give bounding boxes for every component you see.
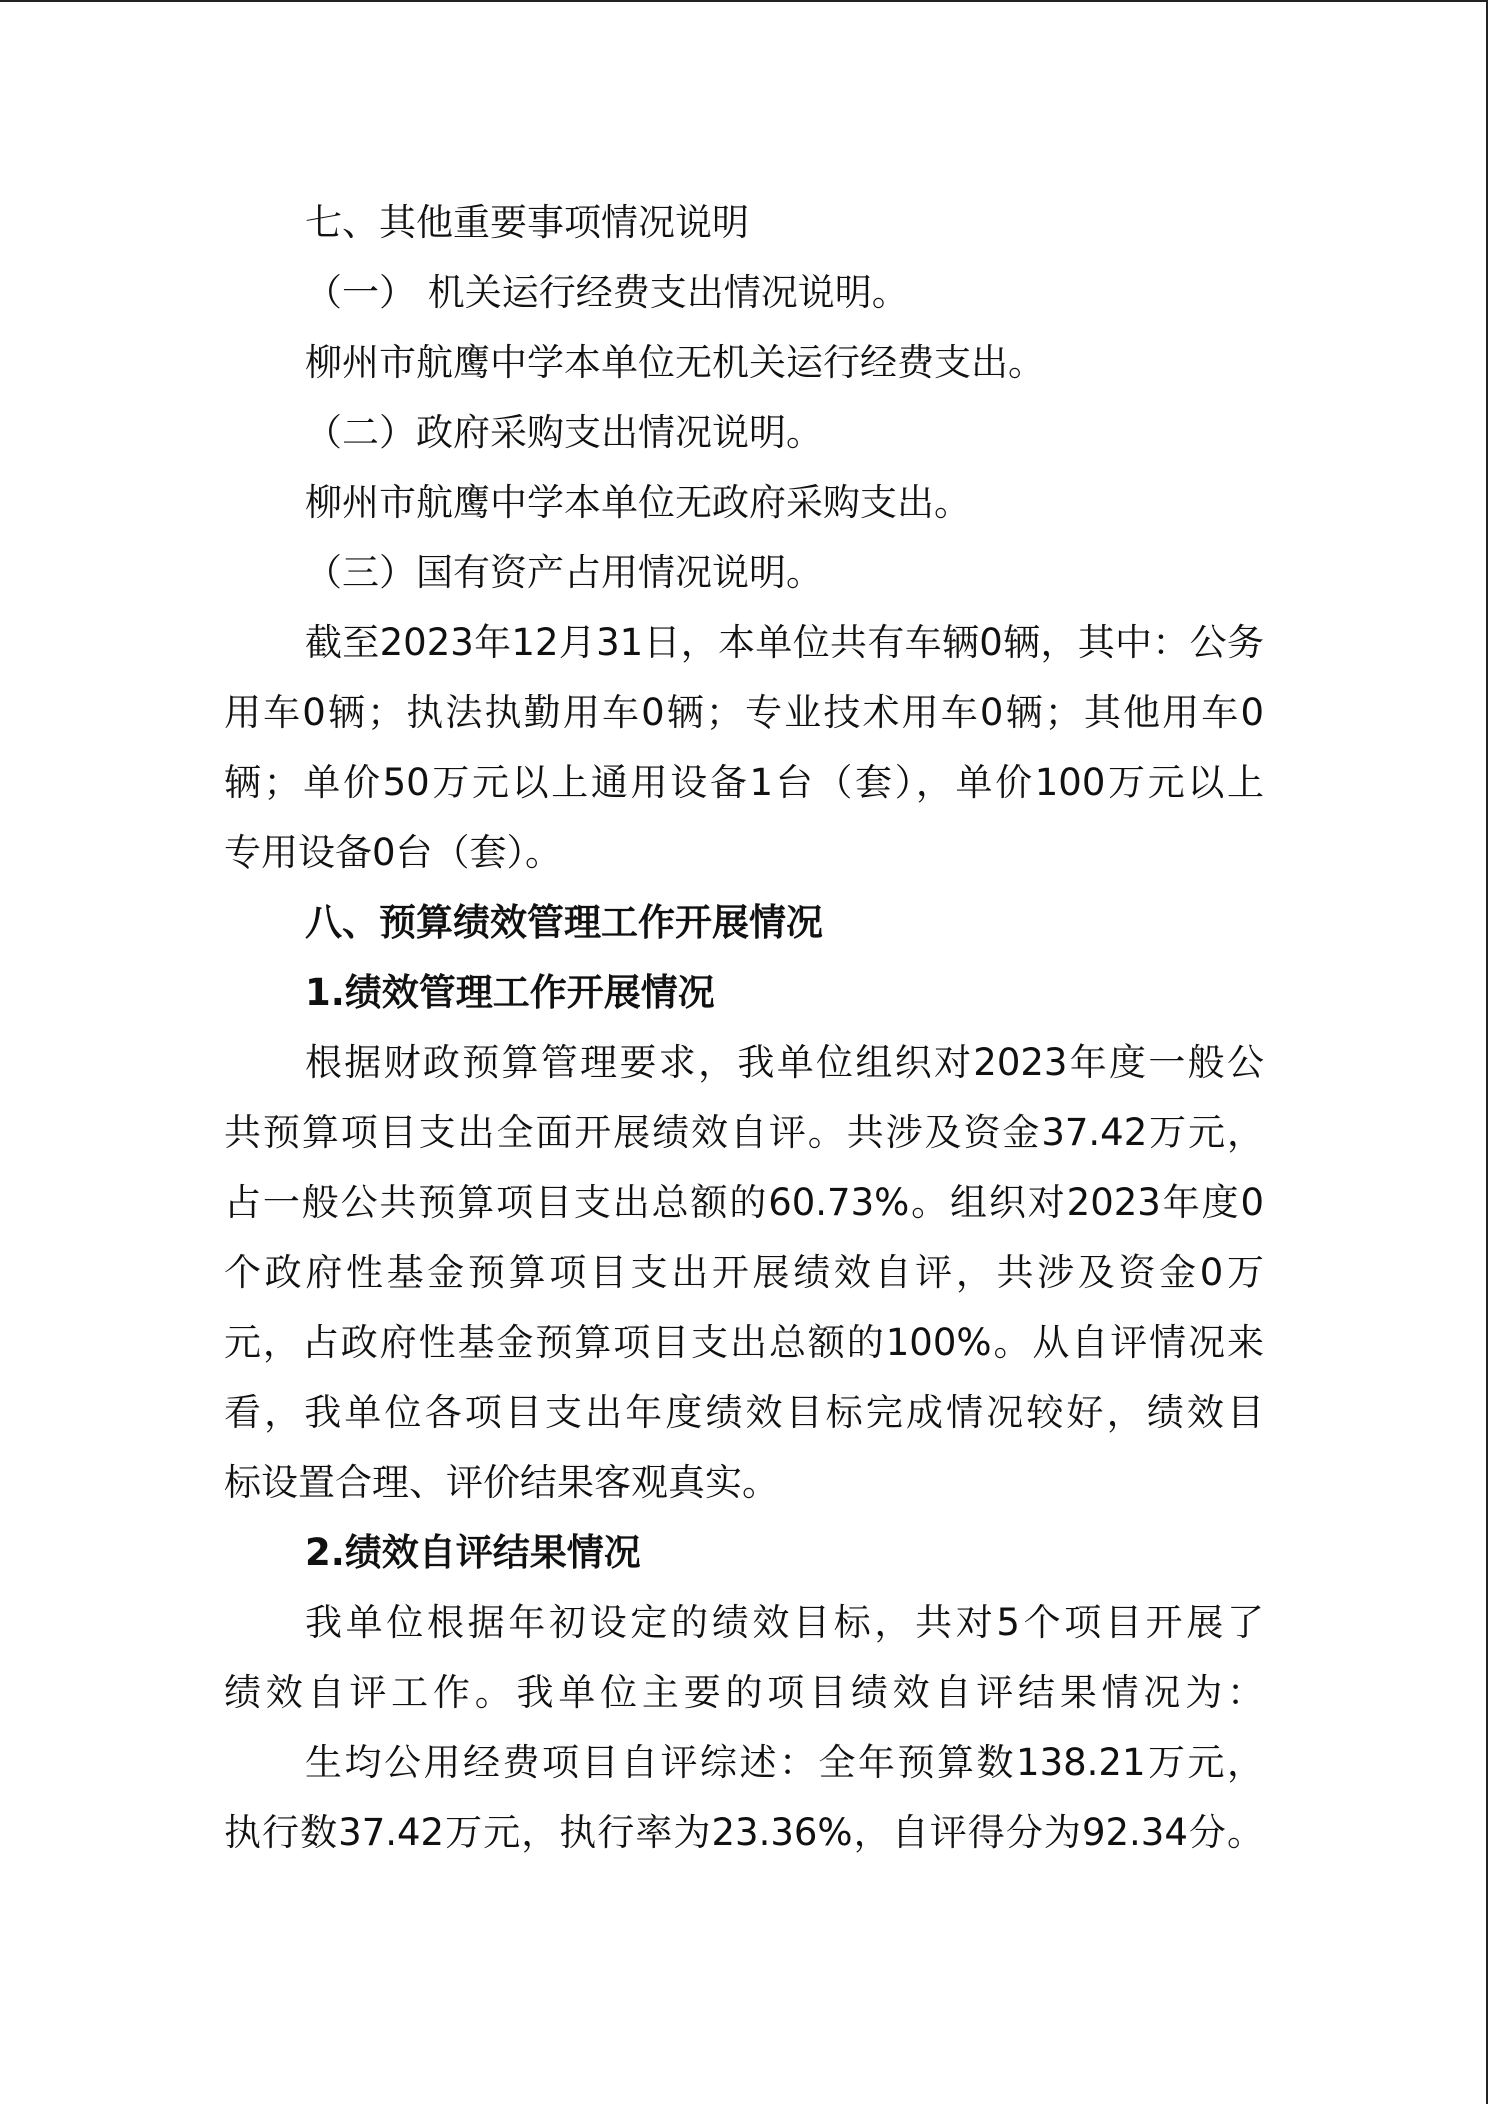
paragraph-line: 绩效自评工作。我单位主要的项目绩效自评结果情况为： <box>224 1671 1264 1714</box>
page-border-top <box>0 0 1488 2</box>
section-heading: 2.绩效自评结果情况 <box>305 1531 641 1574</box>
paragraph-line: 柳州市航鹰中学本单位无机关运行经费支出。 <box>305 341 1045 384</box>
paragraph-line: 执行数37.42万元，执行率为23.36%，自评得分为92.34分。 <box>224 1811 1264 1854</box>
paragraph-line: 共预算项目支出全面开展绩效自评。共涉及资金37.42万元， <box>224 1111 1264 1154</box>
paragraph-line: 辆；单价50万元以上通用设备1台（套），单价100万元以上 <box>224 761 1264 804</box>
paragraph-line: 柳州市航鹰中学本单位无政府采购支出。 <box>305 481 971 524</box>
paragraph-line: 生均公用经费项目自评综述：全年预算数138.21万元， <box>305 1741 1264 1784</box>
paragraph-line: （三）国有资产占用情况说明。 <box>305 551 823 594</box>
paragraph-line: 个政府性基金预算项目支出开展绩效自评，共涉及资金0万 <box>224 1251 1264 1294</box>
paragraph-line: 我单位根据年初设定的绩效目标，共对5个项目开展了 <box>305 1601 1264 1644</box>
paragraph-line: 专用设备0台（套）。 <box>224 831 563 874</box>
paragraph-line: 用车0辆；执法执勤用车0辆；专业技术用车0辆；其他用车0 <box>224 691 1264 734</box>
section-heading: 1.绩效管理工作开展情况 <box>305 971 715 1014</box>
paragraph-line: 七、其他重要事项情况说明 <box>305 201 749 244</box>
paragraph-line: （一） 机关运行经费支出情况说明。 <box>305 271 909 314</box>
paragraph-line: 标设置合理、评价结果客观真实。 <box>224 1461 779 1504</box>
paragraph-line: 根据财政预算管理要求，我单位组织对2023年度一般公 <box>305 1041 1264 1084</box>
paragraph-line: 截至2023年12月31日，本单位共有车辆0辆，其中：公务 <box>305 621 1264 664</box>
paragraph-line: 占一般公共预算项目支出总额的60.73%。组织对2023年度0 <box>224 1181 1264 1224</box>
paragraph-line: （二）政府采购支出情况说明。 <box>305 411 823 454</box>
section-heading: 八、预算绩效管理工作开展情况 <box>305 901 823 944</box>
paragraph-line: 元，占政府性基金预算项目支出总额的100%。从自评情况来 <box>224 1321 1264 1364</box>
document-body <box>224 188 1264 1868</box>
paragraph-line: 看，我单位各项目支出年度绩效目标完成情况较好，绩效目 <box>224 1391 1264 1434</box>
